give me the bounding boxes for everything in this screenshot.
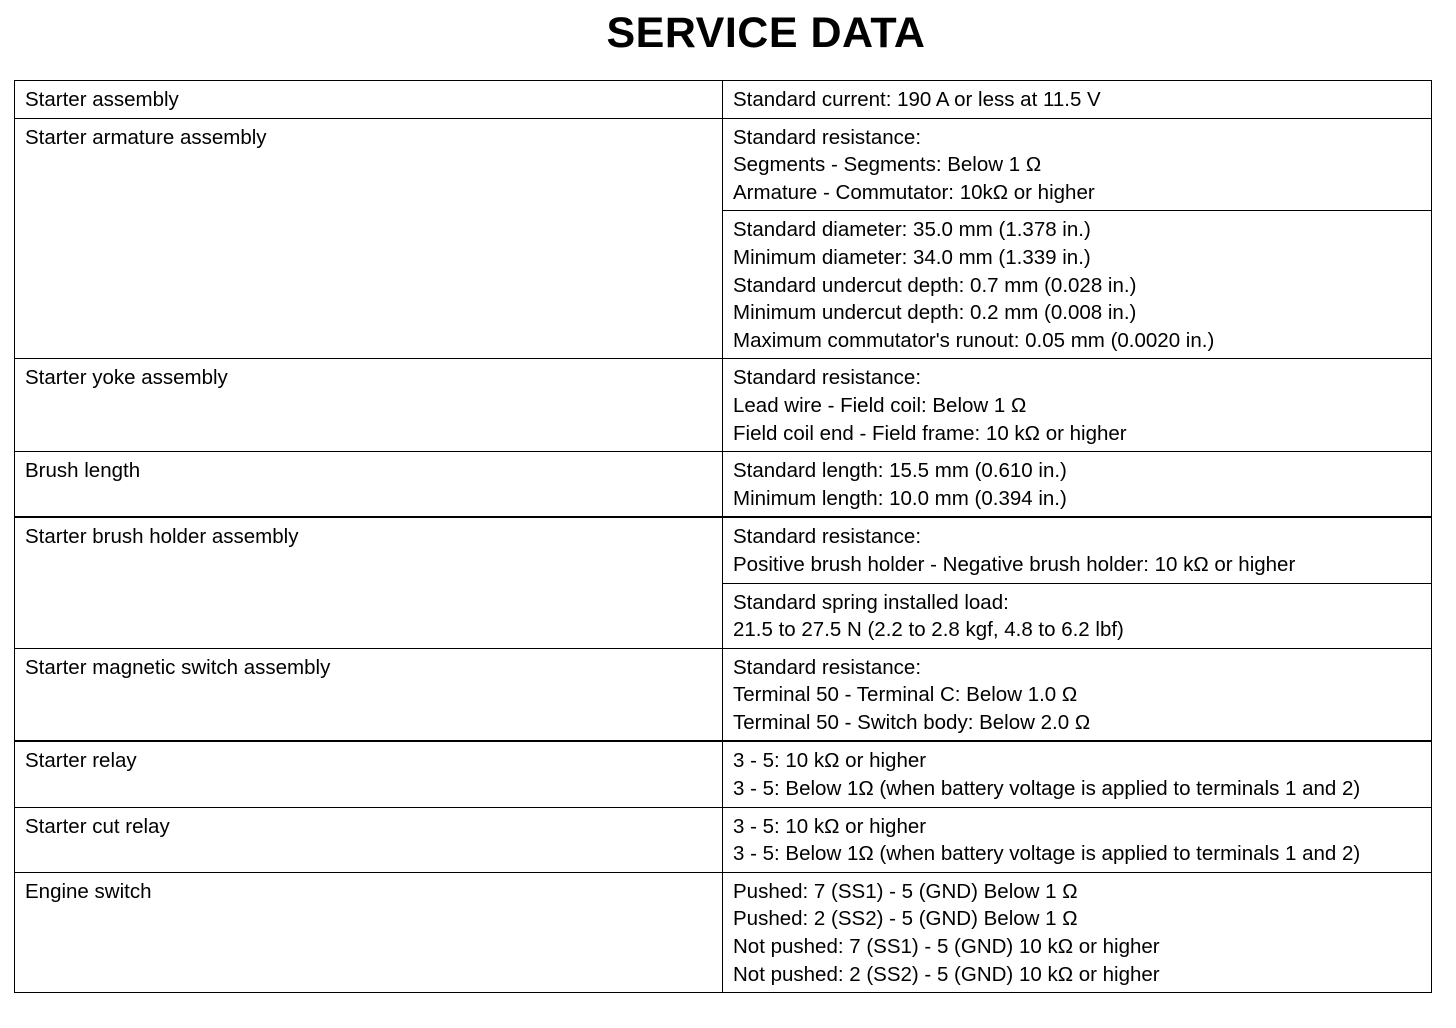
spec-cell	[723, 359, 1432, 452]
spec-line: 3 - 5: Below 1Ω (when battery voltage is applied to terminals 1 and 2)	[733, 777, 1361, 801]
spec-cell	[723, 81, 1432, 119]
spec-line: Standard length: 15.5 mm (0.610 in.)	[733, 459, 1067, 483]
service-data-table-body	[15, 81, 1432, 993]
spec-line: Positive brush holder - Negative brush holder: 10 kΩ or higher	[733, 552, 1296, 576]
spec-line: Standard undercut depth: 0.7 mm (0.028 in.)	[733, 273, 1137, 297]
spec-line: Minimum diameter: 34.0 mm (1.339 in.)	[733, 245, 1091, 269]
spec-cell	[723, 741, 1432, 807]
table-row	[15, 648, 1432, 741]
spec-cell	[723, 872, 1432, 992]
spec-line: Standard resistance:	[733, 525, 922, 549]
spec-line: Standard current: 190 A or less at 11.5 V	[733, 88, 1101, 111]
table-row	[15, 81, 1432, 119]
component-cell: Starter assembly	[15, 81, 723, 119]
spec-line: Not pushed: 2 (SS2) - 5 (GND) 10 kΩ or higher	[733, 962, 1160, 986]
spec-line: Standard resistance:	[733, 655, 922, 679]
spec-line: Terminal 50 - Switch body: Below 2.0 Ω	[733, 710, 1091, 734]
spec-cell	[723, 517, 1432, 583]
component-cell: Starter armature assembly	[15, 118, 723, 359]
service-data-table	[14, 80, 1432, 993]
table-row	[15, 741, 1432, 807]
spec-cell	[723, 211, 1432, 359]
component-cell: Engine switch	[15, 872, 723, 992]
spec-cell	[723, 583, 1432, 648]
spec-line: Minimum length: 10.0 mm (0.394 in.)	[733, 486, 1067, 510]
spec-line: Standard resistance:	[733, 366, 922, 390]
spec-cell	[723, 118, 1432, 211]
table-row	[15, 517, 1432, 583]
spec-line: Pushed: 7 (SS1) - 5 (GND) Below 1 Ω	[733, 879, 1078, 903]
spec-line: Standard resistance:	[733, 125, 922, 149]
spec-line: Pushed: 2 (SS2) - 5 (GND) Below 1 Ω	[733, 907, 1078, 931]
spec-line: Lead wire - Field coil: Below 1 Ω	[733, 393, 1027, 417]
spec-line: 3 - 5: 10 kΩ or higher	[733, 749, 927, 773]
spec-line: Segments - Segments: Below 1 Ω	[733, 153, 1042, 177]
page-title: SERVICE DATA	[606, 9, 926, 57]
spec-line: 3 - 5: 10 kΩ or higher	[733, 814, 927, 838]
spec-line: Standard diameter: 35.0 mm (1.378 in.)	[733, 218, 1091, 242]
spec-line: Not pushed: 7 (SS1) - 5 (GND) 10 kΩ or higher	[733, 935, 1160, 959]
spec-line: 21.5 to 27.5 N (2.2 to 2.8 kgf, 4.8 to 6.2 lbf)	[733, 618, 1124, 642]
spec-cell	[723, 452, 1432, 518]
spec-line: Terminal 50 - Terminal C: Below 1.0 Ω	[733, 683, 1078, 707]
table-row	[15, 452, 1432, 518]
component-cell: Starter yoke assembly	[15, 359, 723, 452]
table-row	[15, 359, 1432, 452]
component-cell: Starter relay	[15, 741, 723, 807]
table-row	[15, 872, 1432, 992]
spec-cell	[723, 807, 1432, 872]
component-cell: Starter brush holder assembly	[15, 517, 723, 648]
spec-line: Standard spring installed load:	[733, 590, 1009, 614]
component-cell: Starter magnetic switch assembly	[15, 648, 723, 741]
spec-line: Armature - Commutator: 10kΩ or higher	[733, 180, 1095, 204]
spec-line: 3 - 5: Below 1Ω (when battery voltage is applied to terminals 1 and 2)	[733, 842, 1361, 866]
table-row	[15, 118, 1432, 211]
spec-line: Field coil end - Field frame: 10 kΩ or higher	[733, 421, 1127, 445]
table-row	[15, 807, 1432, 872]
spec-line: Maximum commutator's runout: 0.05 mm (0.0020 in.)	[733, 328, 1215, 352]
spec-cell	[723, 648, 1432, 741]
spec-line: Minimum undercut depth: 0.2 mm (0.008 in.)	[733, 301, 1137, 325]
component-cell: Brush length	[15, 452, 723, 518]
component-cell: Starter cut relay	[15, 807, 723, 872]
